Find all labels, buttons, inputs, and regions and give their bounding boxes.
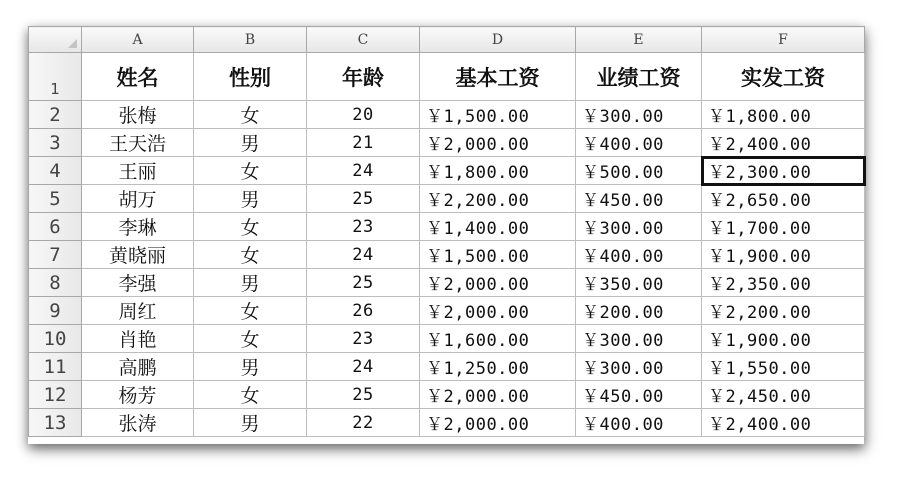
header-cell-name[interactable]: 姓名 xyxy=(82,53,194,101)
row-header[interactable]: 12 xyxy=(29,381,82,409)
table-row xyxy=(29,213,865,241)
cell-net-pay[interactable]: ￥2,450.00 xyxy=(702,381,865,409)
cell-age[interactable]: 20 xyxy=(307,101,420,129)
header-cell-base-salary[interactable]: 基本工资 xyxy=(420,53,576,101)
table-row xyxy=(29,185,865,213)
row-header[interactable]: 7 xyxy=(29,241,82,269)
select-all-corner[interactable] xyxy=(29,27,82,53)
cell-age[interactable]: 23 xyxy=(307,325,420,353)
cell-base-salary[interactable]: ￥1,500.00 xyxy=(420,241,576,269)
table-row xyxy=(29,129,865,157)
table-row xyxy=(29,381,865,409)
cell-performance-pay[interactable]: ￥300.00 xyxy=(576,325,702,353)
row-header[interactable]: 9 xyxy=(29,297,82,325)
cell-gender[interactable]: 男 xyxy=(194,269,307,297)
cell-performance-pay[interactable]: ￥200.00 xyxy=(576,297,702,325)
cell-gender[interactable]: 女 xyxy=(194,381,307,409)
cell-age[interactable]: 21 xyxy=(307,129,420,157)
cell-name[interactable]: 肖艳 xyxy=(82,325,194,353)
cell-performance-pay[interactable]: ￥300.00 xyxy=(576,101,702,129)
cell-age[interactable]: 23 xyxy=(307,213,420,241)
table-row xyxy=(29,325,865,353)
cell-base-salary[interactable]: ￥2,000.00 xyxy=(420,297,576,325)
cell-name[interactable]: 王天浩 xyxy=(82,129,194,157)
cell-base-salary[interactable]: ￥1,250.00 xyxy=(420,353,576,381)
cell-name[interactable]: 高鹏 xyxy=(82,353,194,381)
cell-gender[interactable]: 男 xyxy=(194,129,307,157)
spreadsheet xyxy=(28,26,864,444)
row-header[interactable]: 10 xyxy=(29,325,82,353)
cell-name[interactable]: 李强 xyxy=(82,269,194,297)
cell-name[interactable]: 张梅 xyxy=(82,101,194,129)
cell-base-salary[interactable]: ￥2,200.00 xyxy=(420,185,576,213)
cell-net-pay[interactable]: ￥2,400.00 xyxy=(702,409,865,437)
cell-age[interactable]: 24 xyxy=(307,241,420,269)
column-header-b[interactable]: B xyxy=(194,27,307,53)
cell-gender[interactable]: 女 xyxy=(194,157,307,185)
cell-base-salary[interactable]: ￥1,400.00 xyxy=(420,213,576,241)
header-cell-age[interactable]: 年龄 xyxy=(307,53,420,101)
cell-age[interactable]: 25 xyxy=(307,185,420,213)
cell-name[interactable]: 黄晓丽 xyxy=(82,241,194,269)
cell-gender[interactable]: 女 xyxy=(194,297,307,325)
cell-gender[interactable]: 女 xyxy=(194,101,307,129)
cell-base-salary[interactable]: ￥2,000.00 xyxy=(420,381,576,409)
row-header[interactable]: 11 xyxy=(29,353,82,381)
cell-name[interactable]: 周红 xyxy=(82,297,194,325)
cell-gender[interactable]: 男 xyxy=(194,185,307,213)
cell-net-pay[interactable]: ￥2,400.00 xyxy=(702,129,865,157)
cell-name[interactable]: 张涛 xyxy=(82,409,194,437)
cell-performance-pay[interactable]: ￥450.00 xyxy=(576,185,702,213)
column-header-a[interactable]: A xyxy=(82,27,194,53)
row-header[interactable]: 4 xyxy=(29,157,82,185)
selected-cell[interactable]: ￥2,300.00 xyxy=(702,157,865,185)
cell-performance-pay[interactable]: ￥350.00 xyxy=(576,269,702,297)
cell-name[interactable]: 王丽 xyxy=(82,157,194,185)
cell-performance-pay[interactable]: ￥400.00 xyxy=(576,129,702,157)
cell-net-pay[interactable]: ￥1,550.00 xyxy=(702,353,865,381)
cell-base-salary[interactable]: ￥2,000.00 xyxy=(420,409,576,437)
cell-net-pay[interactable]: ￥2,350.00 xyxy=(702,269,865,297)
table-row xyxy=(29,269,865,297)
cell-net-pay[interactable]: ￥1,900.00 xyxy=(702,241,865,269)
row-header[interactable]: 1 xyxy=(29,53,82,101)
column-header-row xyxy=(29,27,865,53)
cell-name[interactable]: 胡万 xyxy=(82,185,194,213)
table-row xyxy=(29,241,865,269)
cell-age[interactable]: 25 xyxy=(307,381,420,409)
cell-net-pay[interactable]: ￥1,700.00 xyxy=(702,213,865,241)
cell-age[interactable]: 22 xyxy=(307,409,420,437)
cell-performance-pay[interactable]: ￥300.00 xyxy=(576,213,702,241)
cell-age[interactable]: 25 xyxy=(307,269,420,297)
table-row xyxy=(29,353,865,381)
row-header[interactable]: 8 xyxy=(29,269,82,297)
cell-performance-pay[interactable]: ￥300.00 xyxy=(576,353,702,381)
cell-age[interactable]: 24 xyxy=(307,353,420,381)
cell-gender[interactable]: 女 xyxy=(194,213,307,241)
header-cell-performance-pay[interactable]: 业绩工资 xyxy=(576,53,702,101)
cell-gender[interactable]: 女 xyxy=(194,325,307,353)
cell-name[interactable]: 李琳 xyxy=(82,213,194,241)
table-row xyxy=(29,157,865,185)
column-header-e[interactable]: E xyxy=(576,27,702,53)
table-body xyxy=(29,101,865,437)
column-header-f[interactable]: F xyxy=(702,27,865,53)
table-row xyxy=(29,297,865,325)
table-row xyxy=(29,101,865,129)
cell-performance-pay[interactable]: ￥450.00 xyxy=(576,381,702,409)
cell-net-pay[interactable]: ￥2,200.00 xyxy=(702,297,865,325)
cell-base-salary[interactable]: ￥2,000.00 xyxy=(420,269,576,297)
cell-name[interactable]: 杨芳 xyxy=(82,381,194,409)
select-all-triangle-icon xyxy=(68,39,77,48)
cell-net-pay[interactable]: ￥1,900.00 xyxy=(702,325,865,353)
header-cell-gender[interactable]: 性别 xyxy=(194,53,307,101)
cell-base-salary[interactable]: ￥2,000.00 xyxy=(420,129,576,157)
cell-base-salary[interactable]: ￥1,600.00 xyxy=(420,325,576,353)
worksheet-grid xyxy=(28,26,865,437)
cell-performance-pay[interactable]: ￥500.00 xyxy=(576,157,702,185)
cell-gender[interactable]: 男 xyxy=(194,409,307,437)
cell-base-salary[interactable]: ￥1,800.00 xyxy=(420,157,576,185)
cell-gender[interactable]: 女 xyxy=(194,241,307,269)
row-header[interactable]: 3 xyxy=(29,129,82,157)
cell-base-salary[interactable]: ￥1,500.00 xyxy=(420,101,576,129)
row-header[interactable]: 2 xyxy=(29,101,82,129)
cell-performance-pay[interactable]: ￥400.00 xyxy=(576,241,702,269)
cell-net-pay[interactable]: ￥2,650.00 xyxy=(702,185,865,213)
cell-gender[interactable]: 男 xyxy=(194,353,307,381)
row-header[interactable]: 6 xyxy=(29,213,82,241)
header-cell-net-pay[interactable]: 实发工资 xyxy=(702,53,865,101)
cell-performance-pay[interactable]: ￥400.00 xyxy=(576,409,702,437)
cell-net-pay[interactable]: ￥1,800.00 xyxy=(702,101,865,129)
cell-age[interactable]: 26 xyxy=(307,297,420,325)
cell-age[interactable]: 24 xyxy=(307,157,420,185)
column-header-c[interactable]: C xyxy=(307,27,420,53)
table-header-row xyxy=(29,53,865,101)
column-header-d[interactable]: D xyxy=(420,27,576,53)
row-header[interactable]: 5 xyxy=(29,185,82,213)
table-row xyxy=(29,409,865,437)
row-header[interactable]: 13 xyxy=(29,409,82,437)
